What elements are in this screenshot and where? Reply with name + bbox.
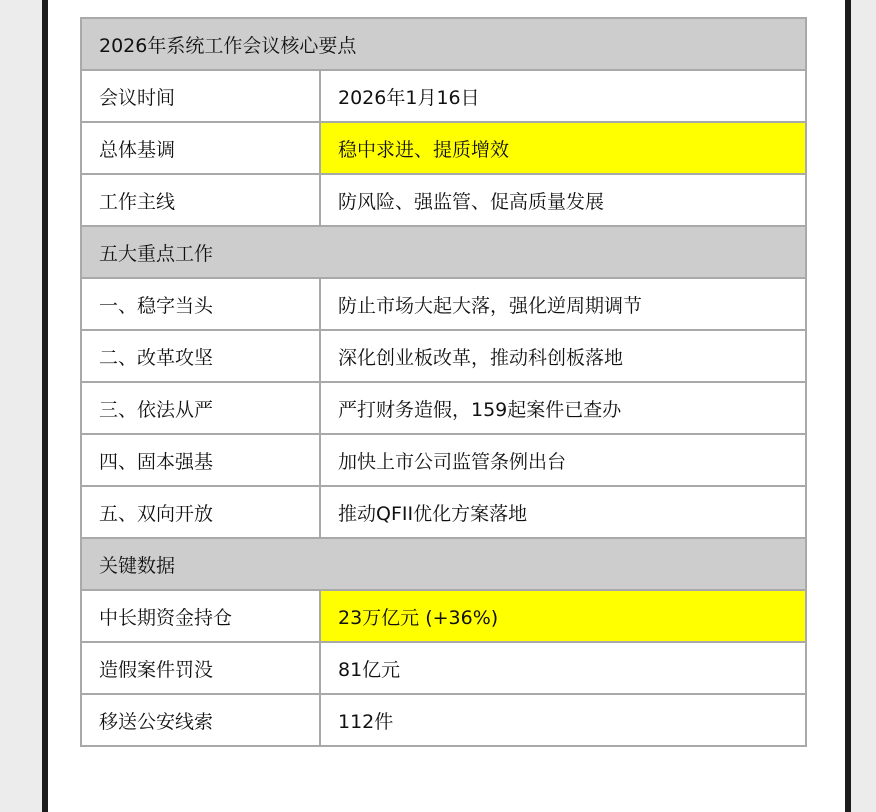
section-header: 五大重点工作 [81,226,806,278]
right-border [845,0,851,812]
row-label: 总体基调 [81,122,320,174]
row-label: 四、固本强基 [81,434,320,486]
row-value: 2026年1月16日 [320,70,806,122]
row-label: 中长期资金持仓 [81,590,320,642]
table-row [81,694,806,746]
table-row [81,382,806,434]
row-value-highlighted: 23万亿元 (+36%) [320,590,806,642]
row-label: 移送公安线索 [81,694,320,746]
table-row [81,642,806,694]
row-label: 造假案件罚没 [81,642,320,694]
row-label: 工作主线 [81,174,320,226]
row-value: 深化创业板改革，推动科创板落地 [320,330,806,382]
section-header-row [81,538,806,590]
meeting-summary-table [80,17,807,747]
table-title-row [81,18,806,70]
section-header-row [81,226,806,278]
row-label: 会议时间 [81,70,320,122]
table-row [81,70,806,122]
table-row [81,486,806,538]
row-value: 加快上市公司监管条例出台 [320,434,806,486]
row-value: 防风险、强监管、促高质量发展 [320,174,806,226]
table-row [81,174,806,226]
row-value: 112件 [320,694,806,746]
table-row [81,434,806,486]
row-value-highlighted: 稳中求进、提质增效 [320,122,806,174]
row-label: 二、改革攻坚 [81,330,320,382]
row-label: 五、双向开放 [81,486,320,538]
table-row [81,590,806,642]
table-title: 2026年系统工作会议核心要点 [81,18,806,70]
table-row [81,278,806,330]
section-header: 关键数据 [81,538,806,590]
row-label: 一、稳字当头 [81,278,320,330]
row-value: 严打财务造假，159起案件已查办 [320,382,806,434]
table-row [81,122,806,174]
row-value: 81亿元 [320,642,806,694]
row-value: 推动QFII优化方案落地 [320,486,806,538]
table-row [81,330,806,382]
row-value: 防止市场大起大落，强化逆周期调节 [320,278,806,330]
row-label: 三、依法从严 [81,382,320,434]
